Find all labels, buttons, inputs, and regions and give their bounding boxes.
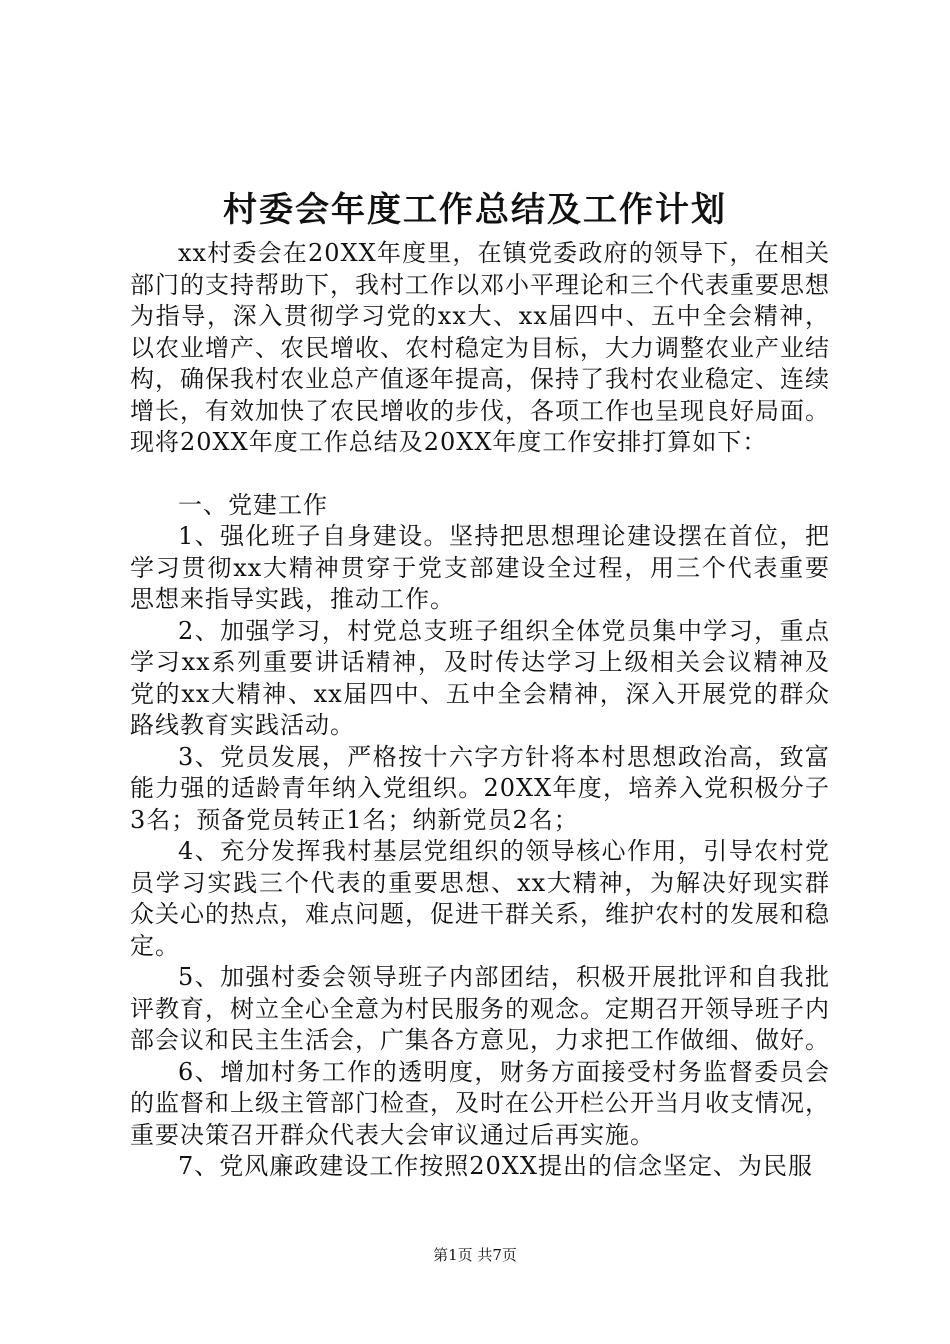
document-title: 村委会年度工作总结及工作计划 [223,190,727,230]
list-item-2: 2、加强学习，村党总支班子组织全体党员集中学习，重点学习xx系列重要讲话精神，及时传达学习上级相关会议精神及党的xx大精神、xx届四中、五中全会精神，深入开展党的群众路线教育实践活动。 [130,616,830,739]
list-item-7: 7、党风廉政建设工作按照20XX提出的信念坚定、为民服 [178,1152,813,1180]
list-item-5: 5、加强村委会领导班子内部团结，积极开展批评和自我批评教育，树立全心全意为村民服务的观念。定期召开领导班子内部会议和民主生活会，广集各方意见，力求把工作做细、做好。 [130,963,830,1054]
list-item-4: 4、充分发挥我村基层党组织的领导核心作用，引导农村党员学习实践三个代表的重要思想、xx大精神，为解决好现实群众关心的热点，难点问题，促进干群关系，维护农村的发展和稳定。 [130,837,830,960]
list-item-1: 1、强化班子自身建设。坚持把思想理论建设摆在首位，把学习贯彻xx大精神贯穿于党支部建设全过程，用三个代表重要思想来指导实践，推动工作。 [130,522,830,613]
list-item-6: 6、增加村务工作的透明度，财务方面接受村务监督委员会的监督和上级主管部门检查，及时在公开栏公开当月收支情况，重要决策召开群众代表大会审议通过后再实施。 [130,1057,830,1149]
intro-paragraph: xx村委会在20XX年度里，在镇党委政府的领导下，在相关部门的支持帮助下，我村工作以邓小平理论和三个代表重要思想为指导，深入贯彻学习党的xx大、xx届四中、五中全会精神，以农业增产、农民增收、农村稳定为目标，大力调整农业产业结构，确保我村农业总产值逐年提高，保持了我村农业稳定、连续增长，有效加快了农民增收的步伐，各项工作也呈现良好局面。现将20XX年度工作总结及20XX年度工作安排打算如下： [130,239,830,456]
page-footer: 第1页 共7页 [433,1246,517,1264]
document-body [130,238,830,1183]
section-heading: 一、党建工作 [178,490,328,519]
list-item-3: 3、党员发展，严格按十六字方针将本村思想政治高，致富能力强的适龄青年纳入党组织。20XX年度，培养入党积极分子3名；预备党员转正1名；纳新党员2名； [130,742,830,834]
paragraph-spacer [130,459,830,490]
